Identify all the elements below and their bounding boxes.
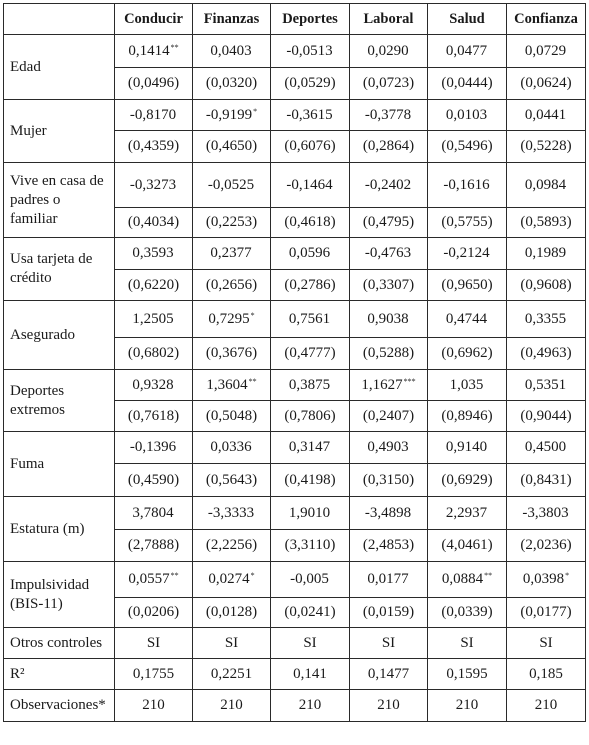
table-row <box>4 301 586 338</box>
coef-value: 1,2505 <box>132 310 174 327</box>
coef-cell <box>115 562 193 598</box>
row-label: Edad <box>4 35 115 100</box>
stderr-cell: (0,5048) <box>193 401 271 432</box>
coef-value: -0,0525 <box>207 176 255 193</box>
coef-value: 0,0984 <box>524 176 567 193</box>
coef-value: 0,0103 <box>445 106 488 123</box>
coef-value: -0,1396 <box>129 439 177 455</box>
coef-cell <box>350 370 428 401</box>
header-salud: Salud <box>428 4 507 35</box>
stderr-cell: (0,2253) <box>193 208 271 238</box>
stderr-cell: (2,0236) <box>507 530 586 562</box>
row-label: Asegurado <box>4 301 115 370</box>
significance-stars: ** <box>170 42 179 52</box>
stderr-cell: (0,4618) <box>271 208 350 238</box>
coef-cell <box>507 35 586 68</box>
row-label: Impulsividad (BIS-11) <box>4 562 115 628</box>
coef-cell <box>507 370 586 401</box>
stderr-cell: (0,7806) <box>271 401 350 432</box>
coef-value: -0,3778 <box>364 106 412 123</box>
coef-cell <box>193 238 271 270</box>
row-label: Fuma <box>4 432 115 497</box>
coef-value: 0,7295 <box>208 310 250 327</box>
stderr-cell: (0,4198) <box>271 464 350 497</box>
stderr-cell: (0,5228) <box>507 131 586 163</box>
coef-cell <box>507 163 586 208</box>
coef-cell <box>428 432 507 464</box>
coef-cell <box>115 432 193 464</box>
summary-cell: SI <box>115 628 193 659</box>
stderr-cell: (0,3150) <box>350 464 428 497</box>
stderr-cell: (0,0339) <box>428 598 507 628</box>
row-label: Usa tarjeta de crédito <box>4 238 115 301</box>
coef-value: 0,3593 <box>132 245 174 261</box>
coef-value: -0,005 <box>290 571 329 587</box>
header-row <box>4 4 586 35</box>
row-label: Mujer <box>4 100 115 163</box>
summary-label: Observaciones* <box>4 690 115 722</box>
coef-value: 0,0557 <box>128 571 170 587</box>
stderr-cell: (0,5496) <box>428 131 507 163</box>
significance-stars: *** <box>403 376 416 386</box>
summary-cell: 210 <box>428 690 507 722</box>
stderr-cell: (0,4034) <box>115 208 193 238</box>
coef-value: -3,4898 <box>364 504 412 521</box>
coef-cell <box>507 301 586 338</box>
coef-value: 0,1414 <box>128 42 170 59</box>
stderr-cell: (0,5755) <box>428 208 507 238</box>
stderr-cell: (0,8431) <box>507 464 586 497</box>
table-row <box>4 100 586 131</box>
coef-value: 0,3875 <box>288 376 331 393</box>
table-row <box>4 432 586 464</box>
coef-value: 0,0398 <box>522 571 565 587</box>
stderr-cell: (0,4777) <box>271 338 350 370</box>
row-label: Estatura (m) <box>4 497 115 562</box>
coef-value: 0,3355 <box>524 310 567 327</box>
coef-value: 0,0336 <box>210 439 252 455</box>
stderr-cell: (0,4795) <box>350 208 428 238</box>
coef-cell <box>428 163 507 208</box>
coef-cell <box>271 35 350 68</box>
coef-cell <box>271 432 350 464</box>
table-row <box>4 35 586 68</box>
coef-value: 0,0596 <box>288 245 331 261</box>
header-laboral: Laboral <box>350 4 428 35</box>
significance-stars: * <box>565 571 570 580</box>
summary-cell: 0,2251 <box>193 659 271 690</box>
stderr-cell: (0,6076) <box>271 131 350 163</box>
significance-stars: * <box>250 571 255 580</box>
coef-value: -0,1464 <box>286 176 333 193</box>
coef-value: 0,0884 <box>441 571 484 587</box>
coef-value: 3,7804 <box>132 504 174 521</box>
coef-cell <box>193 301 271 338</box>
coef-cell <box>428 370 507 401</box>
significance-stars: ** <box>248 376 257 386</box>
stderr-cell: (0,5643) <box>193 464 271 497</box>
coef-cell <box>428 562 507 598</box>
coef-value: -0,9199 <box>205 106 253 123</box>
coef-value: 0,3147 <box>288 439 331 455</box>
coef-cell <box>115 370 193 401</box>
significance-stars: ** <box>484 571 493 580</box>
stderr-cell: (0,6962) <box>428 338 507 370</box>
summary-cell: 0,1477 <box>350 659 428 690</box>
header-deportes: Deportes <box>271 4 350 35</box>
coef-cell <box>271 301 350 338</box>
stderr-cell: (2,7888) <box>115 530 193 562</box>
stderr-cell: (0,4963) <box>507 338 586 370</box>
coef-cell <box>350 497 428 530</box>
stderr-cell: (0,2656) <box>193 270 271 301</box>
summary-cell: 0,1755 <box>115 659 193 690</box>
stderr-cell: (0,9650) <box>428 270 507 301</box>
coef-value: -0,8170 <box>129 106 177 123</box>
stderr-cell: (0,0206) <box>115 598 193 628</box>
coef-value: 1,3604 <box>206 376 248 393</box>
coef-cell <box>193 100 271 131</box>
stderr-cell: (0,4590) <box>115 464 193 497</box>
summary-cell: 210 <box>193 690 271 722</box>
stderr-cell: (0,2864) <box>350 131 428 163</box>
coef-value: 0,9038 <box>367 310 409 327</box>
coef-value: 0,7561 <box>288 310 331 327</box>
coef-value: -0,3273 <box>129 176 177 193</box>
coef-value: 0,0441 <box>524 106 567 123</box>
header-confianza: Confianza <box>507 4 586 35</box>
row-label: Vive en casa de padres o familiar <box>4 163 115 238</box>
table-row <box>4 497 586 530</box>
coef-cell <box>271 370 350 401</box>
coef-value: 0,0729 <box>524 42 567 59</box>
coef-cell <box>507 497 586 530</box>
stderr-cell: (4,0461) <box>428 530 507 562</box>
summary-row <box>4 690 586 722</box>
coef-cell <box>115 35 193 68</box>
stderr-cell: (0,7618) <box>115 401 193 432</box>
header-conducir: Conducir <box>115 4 193 35</box>
coef-cell <box>350 163 428 208</box>
coef-cell <box>115 301 193 338</box>
stderr-cell: (0,9044) <box>507 401 586 432</box>
coef-value: 0,0403 <box>210 42 252 59</box>
coef-cell <box>507 562 586 598</box>
stderr-cell: (0,6929) <box>428 464 507 497</box>
table-row <box>4 562 586 598</box>
summary-label: R² <box>4 659 115 690</box>
coef-value: 0,0177 <box>367 571 409 587</box>
coef-value: 1,035 <box>449 376 484 393</box>
table-row <box>4 370 586 401</box>
coef-value: 0,0477 <box>445 42 488 59</box>
coef-value: -0,2402 <box>364 176 412 193</box>
summary-cell: 210 <box>507 690 586 722</box>
stderr-cell: (0,0723) <box>350 68 428 100</box>
summary-cell: 0,1595 <box>428 659 507 690</box>
coef-cell <box>115 163 193 208</box>
stderr-cell: (0,6802) <box>115 338 193 370</box>
regression-table <box>3 3 586 722</box>
significance-stars: * <box>250 310 255 320</box>
coef-value: 0,9140 <box>445 439 488 455</box>
coef-value: 1,9010 <box>288 504 331 521</box>
stderr-cell: (0,4359) <box>115 131 193 163</box>
stderr-cell: (0,0241) <box>271 598 350 628</box>
stderr-cell: (0,0159) <box>350 598 428 628</box>
coef-cell <box>193 432 271 464</box>
summary-row <box>4 628 586 659</box>
stderr-cell: (0,6220) <box>115 270 193 301</box>
summary-cell: 0,185 <box>507 659 586 690</box>
stderr-cell: (0,0320) <box>193 68 271 100</box>
stderr-cell: (2,4853) <box>350 530 428 562</box>
coef-value: 0,5351 <box>524 376 567 393</box>
significance-stars: * <box>253 106 258 116</box>
coef-value: 2,2937 <box>445 504 488 521</box>
stderr-cell: (0,0444) <box>428 68 507 100</box>
summary-label: Otros controles <box>4 628 115 659</box>
summary-cell: SI <box>507 628 586 659</box>
stderr-cell: (3,3110) <box>271 530 350 562</box>
coef-cell <box>115 238 193 270</box>
stderr-cell: (0,0624) <box>507 68 586 100</box>
stderr-cell: (0,2407) <box>350 401 428 432</box>
significance-stars: ** <box>170 571 179 580</box>
summary-cell: 210 <box>115 690 193 722</box>
coef-cell <box>350 301 428 338</box>
coef-value: 0,1989 <box>524 245 567 261</box>
stderr-cell: (0,8946) <box>428 401 507 432</box>
coef-cell <box>193 163 271 208</box>
coef-cell <box>428 301 507 338</box>
coef-cell <box>428 238 507 270</box>
stderr-cell: (0,9608) <box>507 270 586 301</box>
coef-value: -0,4763 <box>364 245 412 261</box>
coef-value: -3,3333 <box>207 504 255 521</box>
stderr-cell: (0,5288) <box>350 338 428 370</box>
stderr-cell: (0,4650) <box>193 131 271 163</box>
summary-cell: 210 <box>271 690 350 722</box>
coef-value: -0,1616 <box>443 176 490 193</box>
stderr-cell: (0,3307) <box>350 270 428 301</box>
coef-cell <box>350 100 428 131</box>
summary-cell: SI <box>271 628 350 659</box>
coef-cell <box>428 497 507 530</box>
coef-value: 0,0274 <box>208 571 250 587</box>
summary-cell: 210 <box>350 690 428 722</box>
header-corner <box>4 4 115 35</box>
coef-cell <box>271 163 350 208</box>
summary-cell: SI <box>428 628 507 659</box>
coef-cell <box>507 238 586 270</box>
coef-value: 0,2377 <box>210 245 252 261</box>
coef-cell <box>271 562 350 598</box>
summary-cell: SI <box>350 628 428 659</box>
summary-row <box>4 659 586 690</box>
summary-cell: SI <box>193 628 271 659</box>
coef-value: 0,4744 <box>445 310 488 327</box>
coef-cell <box>350 35 428 68</box>
coef-value: -3,3803 <box>522 504 569 521</box>
stderr-cell: (0,0496) <box>115 68 193 100</box>
stderr-cell: (0,2786) <box>271 270 350 301</box>
coef-cell <box>115 497 193 530</box>
coef-cell <box>271 100 350 131</box>
stderr-cell: (0,0529) <box>271 68 350 100</box>
coef-cell <box>350 562 428 598</box>
stderr-cell: (0,3676) <box>193 338 271 370</box>
summary-cell: 0,141 <box>271 659 350 690</box>
coef-cell <box>193 497 271 530</box>
stderr-cell: (0,0128) <box>193 598 271 628</box>
coef-cell <box>193 562 271 598</box>
coef-value: 0,9328 <box>132 376 174 393</box>
coef-value: 0,4903 <box>367 439 409 455</box>
coef-cell <box>428 35 507 68</box>
table-row <box>4 163 586 208</box>
table-body <box>4 35 586 722</box>
header-finanzas: Finanzas <box>193 4 271 35</box>
coef-value: -0,0513 <box>286 42 333 59</box>
coef-cell <box>350 432 428 464</box>
coef-value: 0,4500 <box>524 439 567 455</box>
row-label: Deportes extremos <box>4 370 115 432</box>
coef-cell <box>428 100 507 131</box>
coef-cell <box>193 35 271 68</box>
coef-value: 1,1627 <box>361 376 403 393</box>
coef-cell <box>507 432 586 464</box>
table-row <box>4 238 586 270</box>
stderr-cell: (0,0177) <box>507 598 586 628</box>
coef-cell <box>507 100 586 131</box>
coef-value: -0,3615 <box>286 106 333 123</box>
coef-cell <box>115 100 193 131</box>
coef-cell <box>271 238 350 270</box>
coef-value: 0,0290 <box>367 42 409 59</box>
coef-cell <box>350 238 428 270</box>
coef-value: -0,2124 <box>443 245 490 261</box>
coef-cell <box>193 370 271 401</box>
stderr-cell: (0,5893) <box>507 208 586 238</box>
stderr-cell: (2,2256) <box>193 530 271 562</box>
coef-cell <box>271 497 350 530</box>
